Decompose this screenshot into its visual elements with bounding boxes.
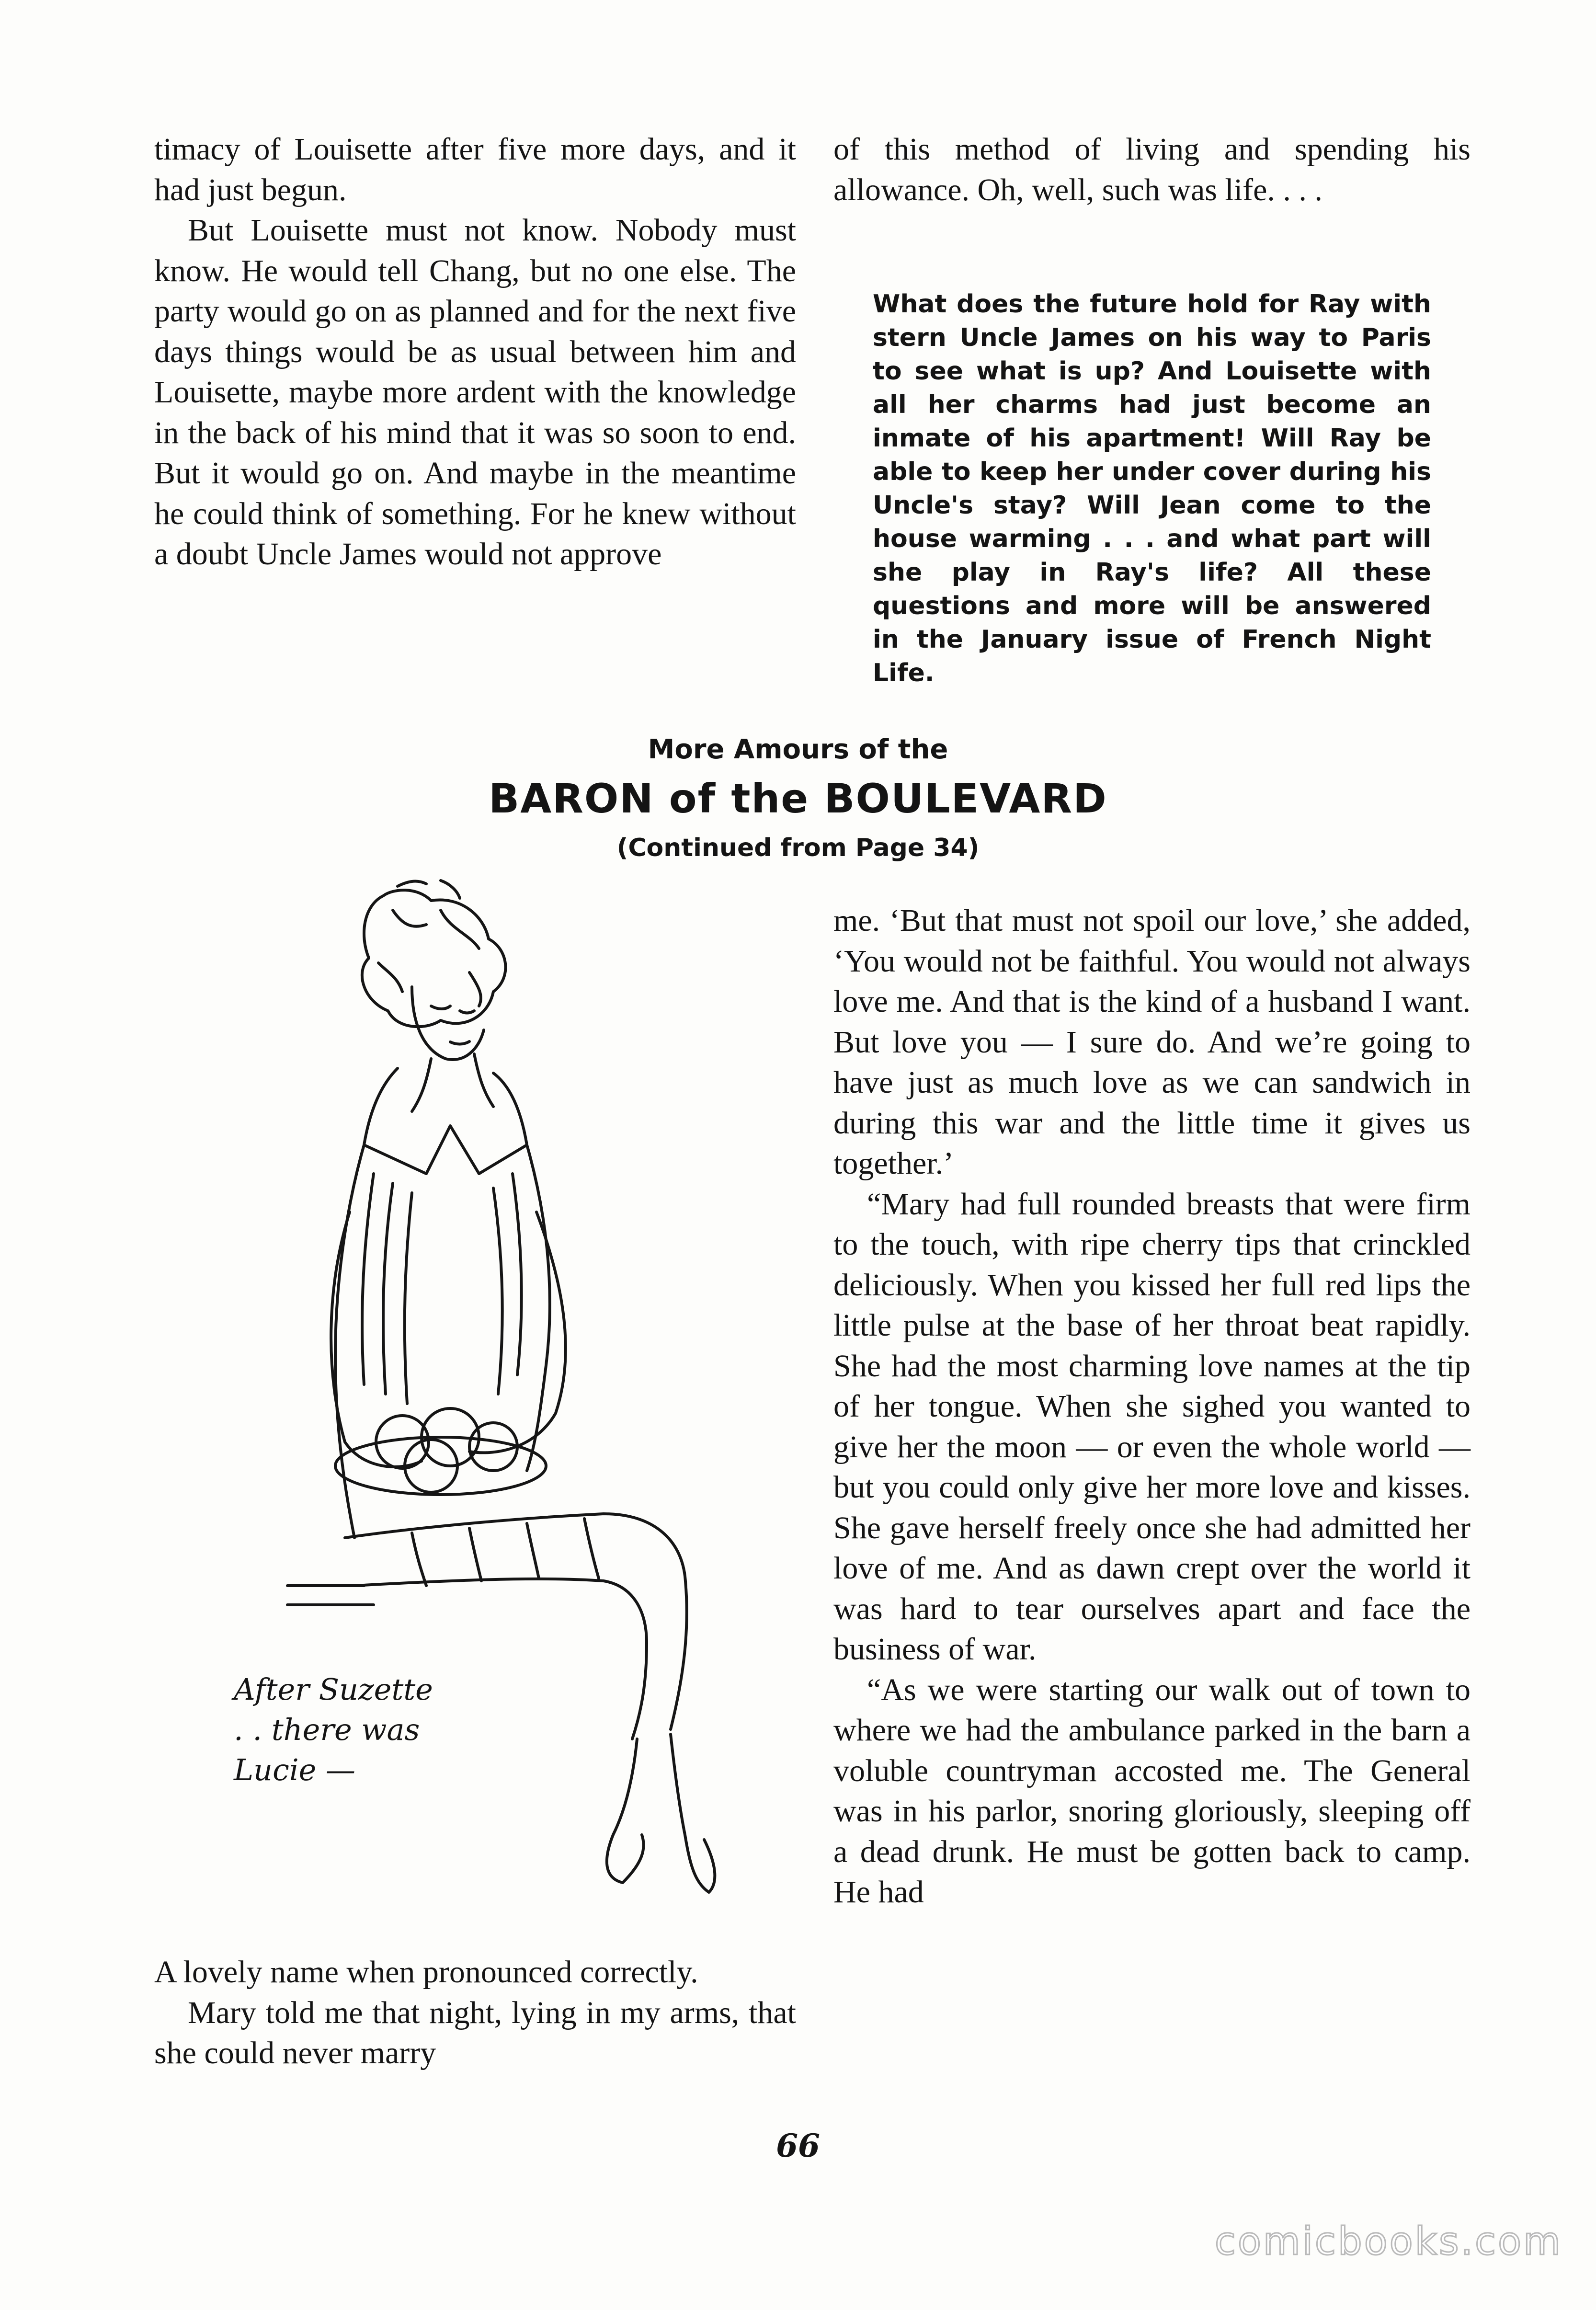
bottom-left-column (154, 1952, 796, 2074)
caption-line: After Suzette (234, 1672, 433, 1707)
paragraph: But Louisette must not know. Nobody must know. He would tell Chang, but no one else. The party would go on as planned and for the next five days things would be as usual between him and Louisette, maybe more ardent with the knowledge in the back of his mind that it was so soon to end. But it would go on. And maybe in the meantime he could think of something. For he knew without a doubt Uncle James would not approve (154, 213, 796, 572)
paragraph: me. ‘But that must not spoil our love,’ she added, ‘You would not be faithful. You would not always love me. And that is the kind of a husband I want. But love you — I sure do. And we’re going to have just as much love as we can sandwich in during this war and the little time it gives us together.’ (833, 903, 1471, 1181)
watermark: comicbooks.com (1214, 2219, 1562, 2264)
paragraph: A lovely name when pronounced correctly. (154, 1955, 698, 1990)
paragraph: Mary told me that night, lying in my arms, that she could never marry (154, 1995, 796, 2070)
caption-line: . . there was (234, 1712, 420, 1747)
article-kicker: More Amours of the (648, 734, 948, 765)
paragraph: “As we were starting our walk out of town to where we had the ambulance parked in the barn a voluble countryman accosted me. The General was in his parlor, snoring gloriously, sleeping off a dead drunk. He must be gotten back to camp. He had (833, 1672, 1471, 1910)
bottom-right-column (833, 901, 1471, 1913)
paragraph: of this method of living and spending his allowance. Oh, well, such was life. . . . (833, 132, 1471, 207)
story-teaser: What does the future hold for Ray with stern Uncle James on his way to Paris to see what is up? And Louisette with all her charms had just become an inmate of his apartment! Will Ray be able to keep her under cover during his Uncle's stay? Will Jean come to the house warming . . . and what part will she play in Ray's life? All these questions and more will be answered in the January issue of French Night Life. (873, 290, 1431, 687)
paragraph: timacy of Louisette after five more days, and it had just begun. (154, 132, 796, 207)
page-number: 66 (776, 2127, 820, 2164)
continued-note: (Continued from Page 34) (616, 834, 980, 862)
illustration-caption (234, 1670, 502, 1790)
paragraph: “Mary had full rounded breasts that were firm to the touch, with ripe cherry tips that crinckled deliciously. When you kissed her full red lips the little pulse at the base of her throat beat rapidly. She had the most charming love names at the tip of her tongue. When she sighed you wanted to give her the moon — or even the whole world — but you could only give her more love and kisses. She gave herself freely once she had admitted her love of me. And as dawn crept over the world it was hard to tear ourselves apart and face the business of war. (833, 1186, 1471, 1667)
top-left-column (154, 129, 796, 575)
caption-line: Lucie — (234, 1752, 356, 1787)
top-right-column (833, 129, 1471, 210)
article-title: BARON of the BOULEVARD (489, 775, 1107, 822)
